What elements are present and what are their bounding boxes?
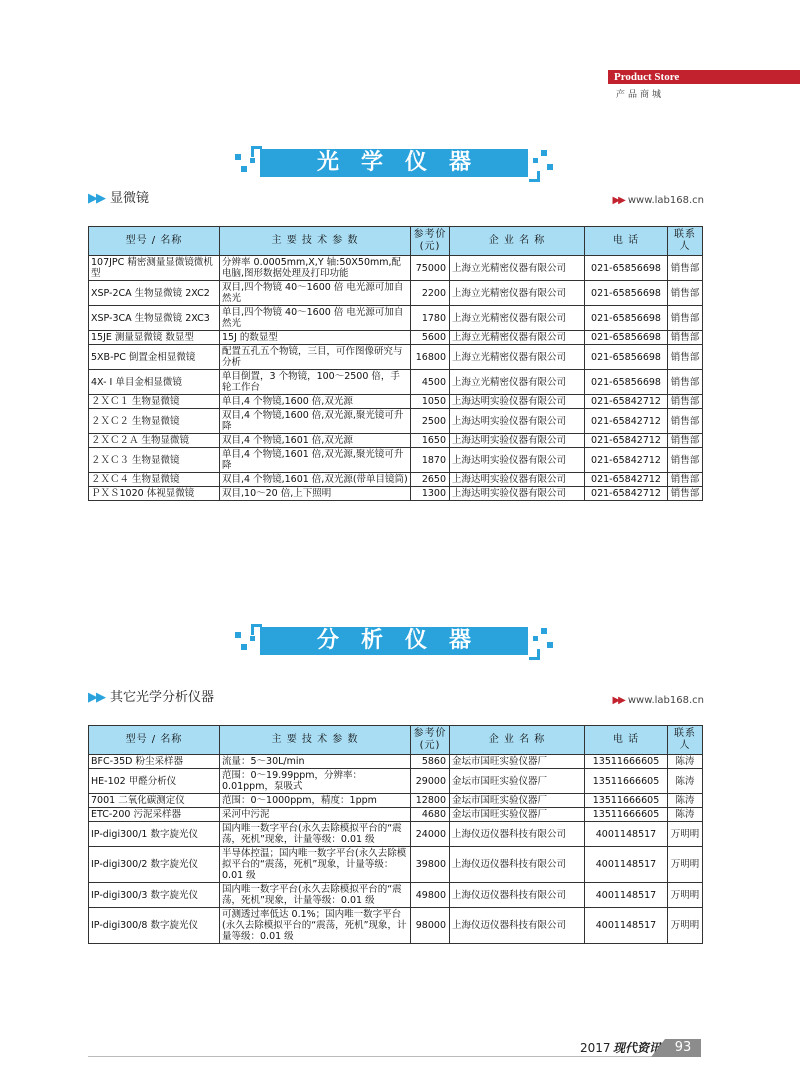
phone-cell: 021-65842712 xyxy=(585,448,668,473)
footer-rule xyxy=(88,1056,653,1057)
spec-cell: 国内唯一数字平台(永久去除模拟平台的“震荡，死机”现象，计量等级：0.01 级 xyxy=(220,822,411,847)
model-cell: ２ＸＣ２ 生物显微镜 xyxy=(89,409,220,434)
page-number: 93 xyxy=(665,1039,701,1057)
column-header: 电 话 xyxy=(585,227,668,256)
column-header: 联系人 xyxy=(668,726,703,755)
phone-cell: 021-65856698 xyxy=(585,370,668,395)
column-header: 主 要 技 术 参 数 xyxy=(220,227,411,256)
table-row xyxy=(89,473,703,487)
table-header-row xyxy=(89,227,703,256)
table-row xyxy=(89,908,703,944)
column-header: 型号 / 名称 xyxy=(89,726,220,755)
company-cell: 上海立光精密仪器有限公司 xyxy=(450,306,585,331)
model-cell: XSP-2CA 生物显微镜 2XC2 xyxy=(89,281,220,306)
company-cell: 上海达明实验仪器有限公司 xyxy=(450,395,585,409)
table-row xyxy=(89,808,703,822)
spec-cell: 15J 的数显型 xyxy=(220,331,411,345)
price-cell: 29000 xyxy=(411,769,450,794)
company-cell: 金坛市国旺实验仪器厂 xyxy=(450,769,585,794)
contact-cell: 销售部 xyxy=(668,370,703,395)
phone-cell: 021-65842712 xyxy=(585,395,668,409)
phone-cell: 13511666605 xyxy=(585,755,668,769)
company-cell: 上海达明实验仪器有限公司 xyxy=(450,434,585,448)
phone-cell: 021-65842712 xyxy=(585,487,668,501)
model-cell: 4X- Ⅰ 单目金相显微镜 xyxy=(89,370,220,395)
model-cell: ２ＸＣ２Ａ 生物显微镜 xyxy=(89,434,220,448)
model-cell: 107JPC 精密测量显微镜微机型 xyxy=(89,256,220,281)
spec-cell: 双目,4 个物镜,1600 倍,双光源,聚光镜可升降 xyxy=(220,409,411,434)
contact-cell: 销售部 xyxy=(668,281,703,306)
table-row xyxy=(89,370,703,395)
price-cell: 49800 xyxy=(411,883,450,908)
phone-cell: 021-65856698 xyxy=(585,345,668,370)
footer-year: 2017 xyxy=(580,1041,611,1055)
spec-cell: 双目,4 个物镜,1601 倍,双光源(带单目镜筒) xyxy=(220,473,411,487)
table-row xyxy=(89,847,703,883)
site-link[interactable] xyxy=(612,692,704,710)
phone-cell: 4001148517 xyxy=(585,822,668,847)
price-cell: 1050 xyxy=(411,395,450,409)
table-row xyxy=(89,755,703,769)
spec-cell: 可测透过率低达 0.1%；国内唯一数字平台(永久去除模拟平台的“震荡，死机”现象，计量等级：0.01 级 xyxy=(220,908,411,944)
phone-cell: 4001148517 xyxy=(585,908,668,944)
product-table-analysis xyxy=(88,725,703,944)
banner-title: 光学仪器 xyxy=(316,150,493,175)
model-cell: 5XB-PC 倒置金相显微镜 xyxy=(89,345,220,370)
banner-dot xyxy=(547,164,553,170)
spec-cell: 范围：0～19.99ppm，分辨率：0.01ppm，泵吸式 xyxy=(220,769,411,794)
table-row xyxy=(89,395,703,409)
banner-dot xyxy=(235,154,241,160)
table-row xyxy=(89,281,703,306)
column-header: 企 业 名 称 xyxy=(450,726,585,755)
model-cell: ２ＸＣ３ 生物显微镜 xyxy=(89,448,220,473)
column-header: 参考价(元) xyxy=(411,726,450,755)
phone-cell: 13511666605 xyxy=(585,794,668,808)
banner-bracket xyxy=(529,171,540,182)
spec-cell: 双目,4 个物镜,1601 倍,双光源 xyxy=(220,434,411,448)
spec-cell: 采河中污泥 xyxy=(220,808,411,822)
spec-cell: 半导体控温；国内唯一数字平台(永久去除模拟平台的“震荡，死机”现象，计量等级：0.01 级 xyxy=(220,847,411,883)
model-cell: 15JE 测量显微镜 数显型 xyxy=(89,331,220,345)
section-banner-analysis xyxy=(235,624,555,656)
banner-bracket xyxy=(529,649,540,660)
price-cell: 5600 xyxy=(411,331,450,345)
spec-cell: 配置五孔五个物镜，三目，可作图像研究与分析 xyxy=(220,345,411,370)
banner-dot xyxy=(533,158,538,163)
company-cell: 金坛市国旺实验仪器厂 xyxy=(450,808,585,822)
table-row xyxy=(89,434,703,448)
price-cell: 5860 xyxy=(411,755,450,769)
banner-dot xyxy=(250,158,255,163)
company-cell: 上海达明实验仪器有限公司 xyxy=(450,409,585,434)
company-cell: 上海立光精密仪器有限公司 xyxy=(450,281,585,306)
section-banner-optical xyxy=(235,146,555,178)
price-cell: 16800 xyxy=(411,345,450,370)
company-cell: 上海仪迈仪器科技有限公司 xyxy=(450,883,585,908)
double-arrow-icon: ▶▶ xyxy=(88,690,104,705)
phone-cell: 13511666605 xyxy=(585,769,668,794)
company-cell: 上海立光精密仪器有限公司 xyxy=(450,345,585,370)
section-heading-text: 显微镜 xyxy=(110,191,150,206)
contact-cell: 销售部 xyxy=(668,434,703,448)
spec-cell: 流量：5～30L/min xyxy=(220,755,411,769)
phone-cell: 13511666605 xyxy=(585,808,668,822)
banner-dot xyxy=(547,642,553,648)
price-cell: 1780 xyxy=(411,306,450,331)
spec-cell: 分辨率 0.0005mm,X,Y 轴:50X50mm,配电脑,图形数据处理及打印功能 xyxy=(220,256,411,281)
table-header-row xyxy=(89,726,703,755)
phone-cell: 4001148517 xyxy=(585,847,668,883)
banner-dot xyxy=(241,166,247,172)
banner-title: 分析仪器 xyxy=(316,628,493,653)
company-cell: 上海立光精密仪器有限公司 xyxy=(450,331,585,345)
brand-title-cn: 产品商城 xyxy=(616,90,665,100)
footer-magazine: 现代资讯 xyxy=(613,1041,662,1055)
contact-cell: 销售部 xyxy=(668,331,703,345)
banner-dot xyxy=(533,636,538,641)
contact-cell: 万明明 xyxy=(668,847,703,883)
company-cell: 上海达明实验仪器有限公司 xyxy=(450,487,585,501)
spec-cell: 单目,4 个物镜,1601 倍,双光源,聚光镜可升降 xyxy=(220,448,411,473)
column-header: 联系人 xyxy=(668,227,703,256)
contact-cell: 销售部 xyxy=(668,448,703,473)
spec-cell: 单目,四个物镜 40～1600 倍 电光源可加自然光 xyxy=(220,306,411,331)
price-cell: 12800 xyxy=(411,794,450,808)
contact-cell: 销售部 xyxy=(668,306,703,331)
section-heading xyxy=(88,190,149,208)
company-cell: 上海仪迈仪器科技有限公司 xyxy=(450,847,585,883)
model-cell: ＰＸＳ1020 体视显微镜 xyxy=(89,487,220,501)
table-row xyxy=(89,345,703,370)
model-cell: IP-digi300/1 数字旋光仪 xyxy=(89,822,220,847)
table-row xyxy=(89,448,703,473)
column-header: 企 业 名 称 xyxy=(450,227,585,256)
model-cell: 7001 二氧化碳测定仪 xyxy=(89,794,220,808)
table-row xyxy=(89,331,703,345)
contact-cell: 销售部 xyxy=(668,395,703,409)
model-cell: BFC-35D 粉尘采样器 xyxy=(89,755,220,769)
banner-dot xyxy=(241,644,247,650)
section-heading xyxy=(88,689,214,707)
table-row xyxy=(89,487,703,501)
model-cell: IP-digi300/2 数字旋光仪 xyxy=(89,847,220,883)
brand-title-en: Product Store xyxy=(614,71,680,83)
model-cell: XSP-3CA 生物显微镜 2XC3 xyxy=(89,306,220,331)
banner-dot xyxy=(235,632,241,638)
phone-cell: 021-65856698 xyxy=(585,331,668,345)
double-arrow-icon: ▶▶ xyxy=(88,191,104,206)
column-header: 型号 / 名称 xyxy=(89,227,220,256)
price-cell: 1300 xyxy=(411,487,450,501)
banner-dot xyxy=(250,636,255,641)
model-cell: IP-digi300/3 数字旋光仪 xyxy=(89,883,220,908)
phone-cell: 021-65842712 xyxy=(585,409,668,434)
model-cell: IP-digi300/8 数字旋光仪 xyxy=(89,908,220,944)
column-header: 主 要 技 术 参 数 xyxy=(220,726,411,755)
section-heading-text: 其它光学分析仪器 xyxy=(110,690,215,705)
contact-cell: 销售部 xyxy=(668,256,703,281)
footer-tab-corner xyxy=(651,1039,665,1057)
spec-cell: 国内唯一数字平台(永久去除模拟平台的“震荡，死机”现象，计量等级：0.01 级 xyxy=(220,883,411,908)
price-cell: 4680 xyxy=(411,808,450,822)
contact-cell: 万明明 xyxy=(668,883,703,908)
column-header: 电 话 xyxy=(585,726,668,755)
double-arrow-icon: ▶▶ xyxy=(612,695,624,706)
price-cell: 24000 xyxy=(411,822,450,847)
price-cell: 2200 xyxy=(411,281,450,306)
company-cell: 上海仪迈仪器科技有限公司 xyxy=(450,822,585,847)
spec-cell: 双目,10～20 倍,上下照明 xyxy=(220,487,411,501)
company-cell: 金坛市国旺实验仪器厂 xyxy=(450,755,585,769)
contact-cell: 万明明 xyxy=(668,822,703,847)
company-cell: 上海仪迈仪器科技有限公司 xyxy=(450,908,585,944)
contact-cell: 销售部 xyxy=(668,409,703,434)
company-cell: 上海达明实验仪器有限公司 xyxy=(450,473,585,487)
banner-dot xyxy=(541,628,547,634)
table-row xyxy=(89,822,703,847)
contact-cell: 万明明 xyxy=(668,908,703,944)
phone-cell: 4001148517 xyxy=(585,883,668,908)
site-url: www.lab168.cn xyxy=(627,195,704,206)
price-cell: 1870 xyxy=(411,448,450,473)
spec-cell: 单目倒置，3 个物镜，100～2500 倍，手轮工作台 xyxy=(220,370,411,395)
contact-cell: 陈涛 xyxy=(668,808,703,822)
company-cell: 金坛市国旺实验仪器厂 xyxy=(450,794,585,808)
column-header: 参考价(元) xyxy=(411,227,450,256)
phone-cell: 021-65856698 xyxy=(585,306,668,331)
model-cell: HE-102 甲醛分析仪 xyxy=(89,769,220,794)
model-cell: ２ＸＣ１ 生物显微镜 xyxy=(89,395,220,409)
contact-cell: 陈涛 xyxy=(668,769,703,794)
table-row xyxy=(89,306,703,331)
price-cell: 39800 xyxy=(411,847,450,883)
spec-cell: 双目,四个物镜 40～1600 倍 电光源可加自然光 xyxy=(220,281,411,306)
contact-cell: 销售部 xyxy=(668,473,703,487)
contact-cell: 销售部 xyxy=(668,345,703,370)
phone-cell: 021-65842712 xyxy=(585,434,668,448)
site-url: www.lab168.cn xyxy=(627,695,704,706)
table-row xyxy=(89,883,703,908)
phone-cell: 021-65856698 xyxy=(585,256,668,281)
company-cell: 上海立光精密仪器有限公司 xyxy=(450,256,585,281)
contact-cell: 陈涛 xyxy=(668,794,703,808)
price-cell: 98000 xyxy=(411,908,450,944)
phone-cell: 021-65856698 xyxy=(585,281,668,306)
contact-cell: 陈涛 xyxy=(668,755,703,769)
banner-dot xyxy=(541,150,547,156)
phone-cell: 021-65842712 xyxy=(585,473,668,487)
spec-cell: 范围：0～1000ppm，精度：1ppm xyxy=(220,794,411,808)
table-row xyxy=(89,769,703,794)
contact-cell: 销售部 xyxy=(668,487,703,501)
company-cell: 上海立光精密仪器有限公司 xyxy=(450,370,585,395)
table-row xyxy=(89,256,703,281)
table-row xyxy=(89,794,703,808)
price-cell: 1650 xyxy=(411,434,450,448)
price-cell: 2650 xyxy=(411,473,450,487)
product-table-microscopes xyxy=(88,226,703,501)
model-cell: ２ＸＣ４ 生物显微镜 xyxy=(89,473,220,487)
price-cell: 75000 xyxy=(411,256,450,281)
site-link[interactable] xyxy=(612,192,704,210)
double-arrow-icon: ▶▶ xyxy=(612,195,624,206)
spec-cell: 单目,4 个物镜,1600 倍,双光源 xyxy=(220,395,411,409)
table-row xyxy=(89,409,703,434)
company-cell: 上海达明实验仪器有限公司 xyxy=(450,448,585,473)
price-cell: 4500 xyxy=(411,370,450,395)
model-cell: ETC-200 污泥采样器 xyxy=(89,808,220,822)
price-cell: 2500 xyxy=(411,409,450,434)
